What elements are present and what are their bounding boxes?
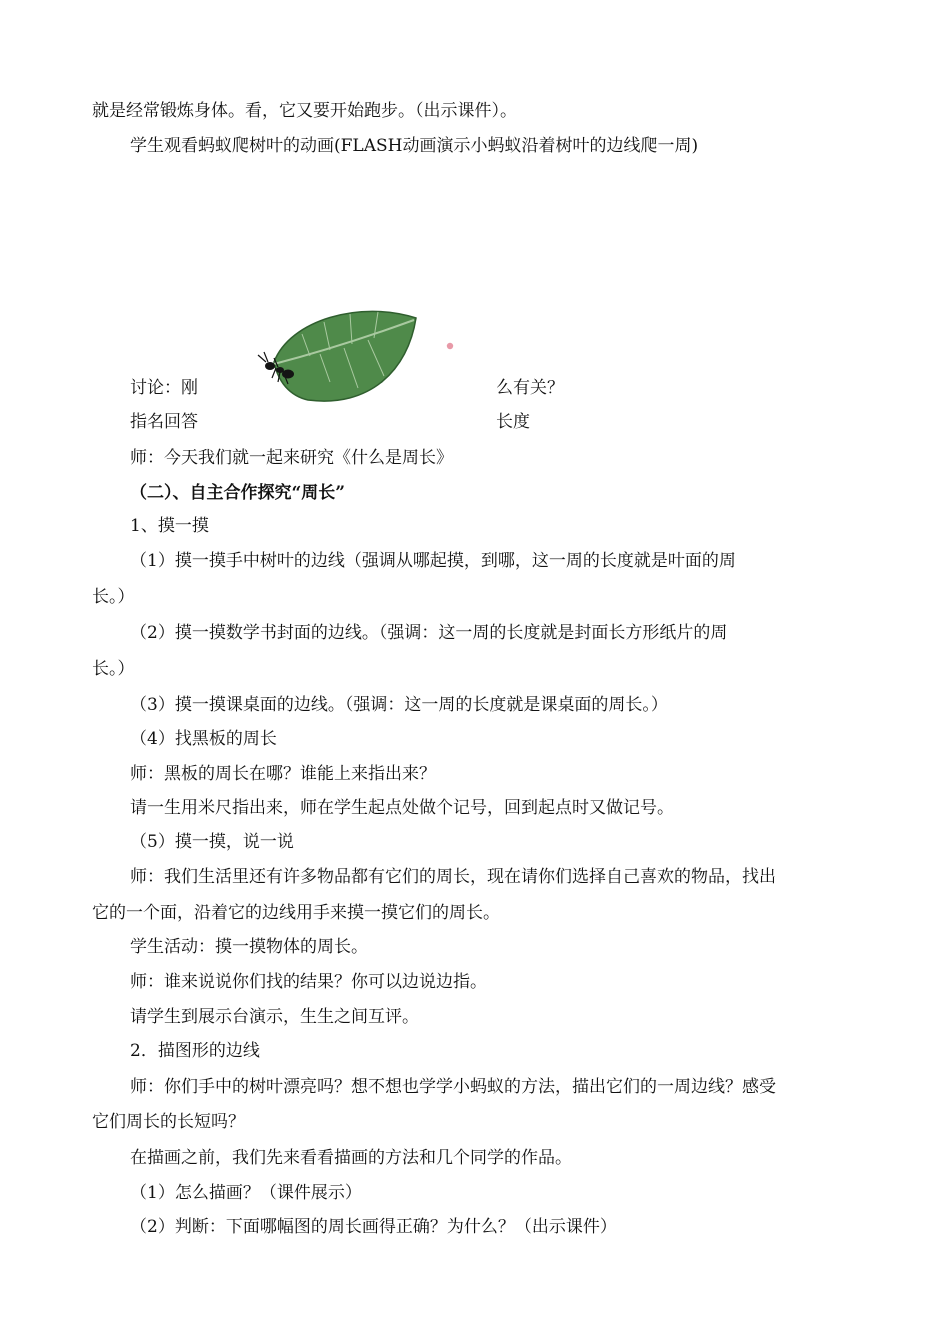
leaf-with-ant-image <box>250 300 430 410</box>
paragraph-line: 长。） <box>92 587 135 607</box>
paragraph-line: 它们周长的长短吗？ <box>92 1112 245 1132</box>
paragraph-line: 请学生到展示台演示，生生之间互评。 <box>130 1007 419 1027</box>
paragraph-line: （5）摸一摸，说一说 <box>130 832 294 852</box>
paragraph-line: 讨论：刚 <box>130 378 198 398</box>
paragraph-line: 学生观看蚂蚁爬树叶的动画(FLASH动画演示小蚂蚁沿着树叶的边线爬一周) <box>130 136 699 156</box>
paragraph-line: 长。） <box>92 659 135 679</box>
paragraph-line: 么有关？ <box>496 378 564 398</box>
paragraph-line: 它的一个面，沿着它的边线用手来摸一摸它们的周长。 <box>92 903 500 923</box>
paragraph-line: （3）摸一摸课桌面的边线。（强调：这一周的长度就是课桌面的周长。） <box>130 695 668 715</box>
paragraph-line: （1）怎么描画？（课件展示） <box>130 1183 362 1203</box>
paragraph-line: （1）摸一摸手中树叶的边线（强调从哪起摸，到哪，这一周的长度就是叶面的周 <box>130 551 736 571</box>
paragraph-line: 师：我们生活里还有许多物品都有它们的周长，现在请你们选择自己喜欢的物品，找出 <box>130 867 776 887</box>
section-heading: （二）、自主合作探究“周长” <box>130 483 346 503</box>
pink-flower-dot-icon <box>446 342 454 350</box>
paragraph-line: 师：黑板的周长在哪？谁能上来指出来？ <box>130 764 436 784</box>
paragraph-line: 师：谁来说说你们找的结果？你可以边说边指。 <box>130 972 487 992</box>
paragraph-line: 指名回答 <box>130 412 198 432</box>
paragraph-line: 1、摸一摸 <box>130 516 209 536</box>
paragraph-line: （2）判断：下面哪幅图的周长画得正确？为什么？（出示课件） <box>130 1217 617 1237</box>
paragraph-line: 在描画之前，我们先来看看描画的方法和几个同学的作品。 <box>130 1148 572 1168</box>
paragraph-line: 就是经常锻炼身体。看，它又要开始跑步。（出示课件）。 <box>92 101 517 121</box>
paragraph-line: （2）摸一摸数学书封面的边线。（强调：这一周的长度就是封面长方形纸片的周 <box>130 623 728 643</box>
paragraph-line: 学生活动：摸一摸物体的周长。 <box>130 937 368 957</box>
paragraph-line: （4）找黑板的周长 <box>130 729 277 749</box>
paragraph-line: 2．描图形的边线 <box>130 1041 260 1061</box>
paragraph-line: 师：今天我们就一起来研究《什么是周长》 <box>130 448 453 468</box>
paragraph-line: 师：你们手中的树叶漂亮吗？想不想也学学小蚂蚁的方法，描出它们的一周边线？感受 <box>130 1077 776 1097</box>
paragraph-line: 请一生用米尺指出来，师在学生起点处做个记号，回到起点时又做记号。 <box>130 798 674 818</box>
leaf-icon <box>250 300 430 410</box>
paragraph-line: 长度 <box>496 412 530 432</box>
